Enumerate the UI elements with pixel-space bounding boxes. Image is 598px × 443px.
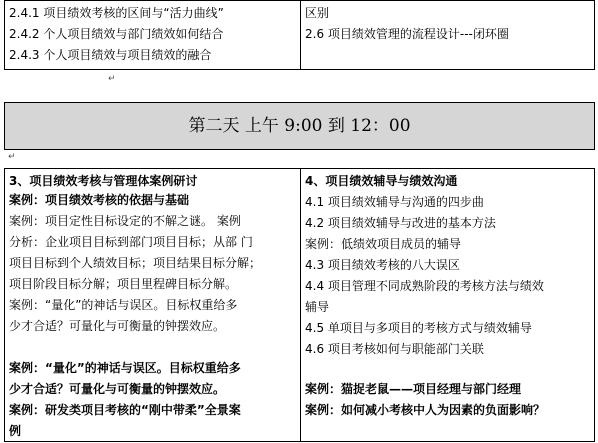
top-right-cell <box>300 0 595 70</box>
top-left-line-2: 2.4.2 个人项目绩效与部门绩效如何结合 <box>9 27 224 41</box>
left-line-5: 项目阶段目标分解；项目里程碑目标分解。 <box>9 277 238 291</box>
right-line-6: 辅导 <box>305 300 330 314</box>
left-line-12: 例 <box>9 424 22 438</box>
top-left-cell <box>4 0 301 70</box>
right-line-2: 4.2 项目绩效辅导与改进的基本方法 <box>305 216 496 230</box>
right-line-7: 4.5 单项目与多项目的考核方式与绩效辅导 <box>305 321 532 335</box>
left-line-7: 少才合适？可量化与可衡量的钟摆效应。 <box>9 319 226 333</box>
paragraph-mark: ↵ <box>8 152 16 162</box>
right-heading: 4、项目绩效辅导与绩效沟通 <box>305 174 458 188</box>
paragraph-mark: ↵ <box>108 74 116 84</box>
banner-title: 第二天 上午 9:00 到 12：00 <box>188 116 411 136</box>
day-banner <box>4 102 595 150</box>
top-left-line-3: 2.4.3 个人项目绩效与项目绩效的融合 <box>9 48 212 62</box>
left-line-3: 分析：企业项目目标到部门项目目标；从部 门 <box>9 235 253 249</box>
left-line-2: 案例：项目定性目标设定的不解之谜。 案例 <box>9 214 241 228</box>
right-line-8: 4.6 项目考核如何与职能部门关联 <box>305 342 484 356</box>
right-line-11: 案例：如何减小考核中人为因素的负面影响？ <box>305 403 546 417</box>
right-line-5: 4.4 项目管理不同成熟阶段的考核方法与绩效 <box>305 279 544 293</box>
left-line-10: 少才合适？可量化与可衡量的钟摆效应。 <box>9 382 226 396</box>
top-left-line-1: 2.4.1 项目绩效考核的区间与“活力曲线” <box>9 6 224 20</box>
left-line-11: 案例：研发类项目考核的“刚中带柔”全景案 <box>9 403 241 417</box>
top-right-line-1: 区别 <box>305 6 330 20</box>
left-heading: 3、项目绩效考核与管理体案例研讨 <box>9 174 198 188</box>
left-line-9: 案例：“量化”的神话与误区。目标权重给多 <box>9 361 241 375</box>
left-line-4: 项目目标到个人绩效目标；项目结果目标分解； <box>9 256 262 270</box>
bottom-right-cell <box>300 168 595 442</box>
right-line-1: 4.1 项目绩效辅导与沟通的四步曲 <box>305 195 484 209</box>
right-line-4: 4.3 项目绩效考核的八大误区 <box>305 258 460 272</box>
top-right-line-2: 2.6 项目绩效管理的流程设计---闭环圈 <box>305 27 509 41</box>
right-line-10: 案例：猫捉老鼠——项目经理与部门经理 <box>305 382 522 396</box>
left-line-6: 案例：“量化”的神话与误区。目标权重给多 <box>9 298 238 312</box>
right-line-3: 案例：低绩效项目成员的辅导 <box>305 237 462 251</box>
left-line-1: 案例：项目绩效考核的依据与基础 <box>9 193 190 207</box>
bottom-left-cell <box>4 168 301 442</box>
